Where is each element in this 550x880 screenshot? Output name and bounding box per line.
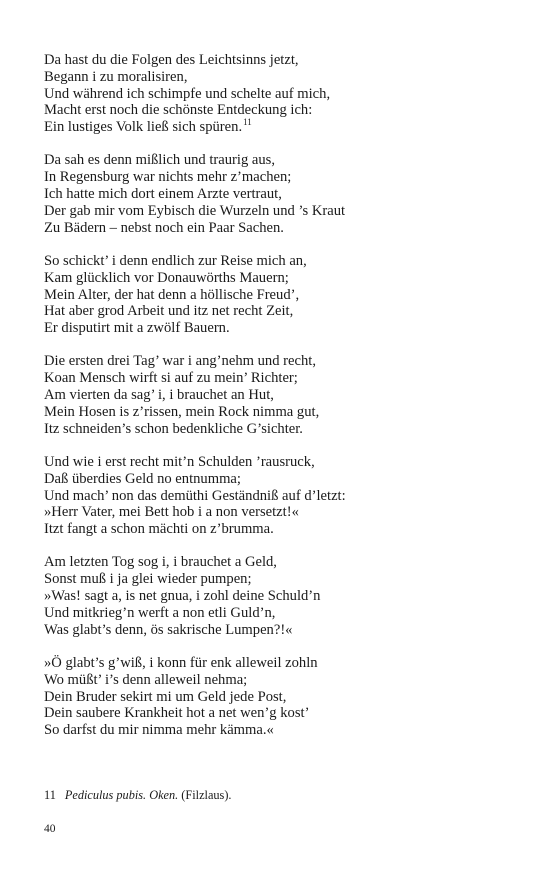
- verse-line: Und mitkrieg’n werft a non etli Guld’n,: [44, 604, 276, 621]
- verse-line: »Ö glabt’s g’wiß, i konn für enk alleweil zohln: [44, 654, 318, 671]
- verse-line-with-footnote: [44, 119, 514, 136]
- verse-line-text: Ein lustiges Volk ließ sich spüren.: [44, 119, 243, 136]
- verse-line: Wo müßt’ i’s denn alleweil nehma;: [44, 671, 248, 688]
- footnote-number: 11: [44, 788, 56, 802]
- stanza-1: [44, 52, 514, 136]
- footnote-gloss: (Filzlaus).: [178, 788, 232, 802]
- verse-line: Der gab mir vom Eybisch die Wurzeln und ’s Kraut: [44, 202, 346, 219]
- verse-line: Da hast du die Folgen des Leichtsinns jetzt,: [44, 52, 299, 68]
- footnote-reference[interactable]: 11: [243, 117, 252, 128]
- verse-line: Itzt fangt a schon mächti on z’brumma.: [44, 521, 274, 538]
- verse-line: Mein Hosen is z’rissen, mein Rock nimma gut,: [44, 403, 320, 420]
- verse-line: In Regensburg war nichts mehr z’machen;: [44, 169, 292, 186]
- verse-line: So schickt’ i denn endlich zur Reise mich an,: [44, 252, 307, 269]
- stanza-5: [44, 454, 514, 538]
- footnote: [44, 787, 232, 803]
- verse-line: Zu Bädern – nebst noch ein Paar Sachen.: [44, 219, 284, 236]
- verse-line: Begann i zu moralisiren,: [44, 68, 188, 85]
- verse-line: Mein Alter, der hat denn a höllische Freud’,: [44, 286, 300, 303]
- stanza-7: [44, 655, 514, 739]
- footnote-species-name: Pediculus pubis. Oken.: [64, 788, 179, 802]
- poem-body: [44, 52, 514, 755]
- verse-line: »Was! sagt a, is net gnua, i zohl deine Schuld’n: [44, 588, 321, 605]
- verse-line: Sonst muß i ja glei wieder pumpen;: [44, 571, 252, 588]
- verse-line: Macht erst noch die schönste Entdeckung ich:: [44, 102, 313, 119]
- verse-line: So darfst du mir nimma mehr kämma.«: [44, 722, 274, 739]
- verse-line: Itz schneiden’s schon bedenkliche G’sichter.: [44, 420, 303, 437]
- stanza-2: [44, 152, 514, 236]
- verse-line: Dein saubere Krankheit hot a net wen’g kost’: [44, 705, 310, 722]
- verse-line: Er disputirt mit a zwölf Bauern.: [44, 320, 230, 337]
- verse-line: Koan Mensch wirft si auf zu mein’ Richter;: [44, 370, 298, 387]
- verse-line: Die ersten drei Tag’ war i ang’nehm und recht,: [44, 353, 316, 370]
- verse-line: Kam glücklich vor Donauwörths Mauern;: [44, 269, 289, 286]
- verse-line: Ich hatte mich dort einem Arzte vertraut,: [44, 186, 282, 203]
- stanza-3: [44, 253, 514, 337]
- stanza-4: [44, 353, 514, 437]
- verse-line: Am vierten da sag’ i, i brauchet an Hut,: [44, 387, 274, 404]
- verse-line: Da sah es denn mißlich und traurig aus,: [44, 152, 276, 169]
- verse-line: »Herr Vater, mei Bett hob i a non versetzt!«: [44, 504, 299, 521]
- page-number: 40: [44, 823, 56, 835]
- verse-line: Und wie i erst recht mit’n Schulden ’rausruck,: [44, 453, 315, 470]
- verse-line: Am letzten Tog sog i, i brauchet a Geld,: [44, 554, 277, 571]
- verse-line: Daß überdies Geld no entnumma;: [44, 470, 241, 487]
- verse-line: Was glabt’s denn, ös sakrische Lumpen?!«: [44, 621, 293, 638]
- verse-line: Und während ich schimpfe und schelte auf mich,: [44, 85, 331, 102]
- verse-line: Hat aber grod Arbeit und itz net recht Zeit,: [44, 303, 294, 320]
- verse-line: Dein Bruder sekirt mi um Geld jede Post,: [44, 688, 287, 705]
- stanza-6: [44, 554, 514, 638]
- verse-line: Und mach’ non das demüthi Geständniß auf d’letzt:: [44, 487, 346, 504]
